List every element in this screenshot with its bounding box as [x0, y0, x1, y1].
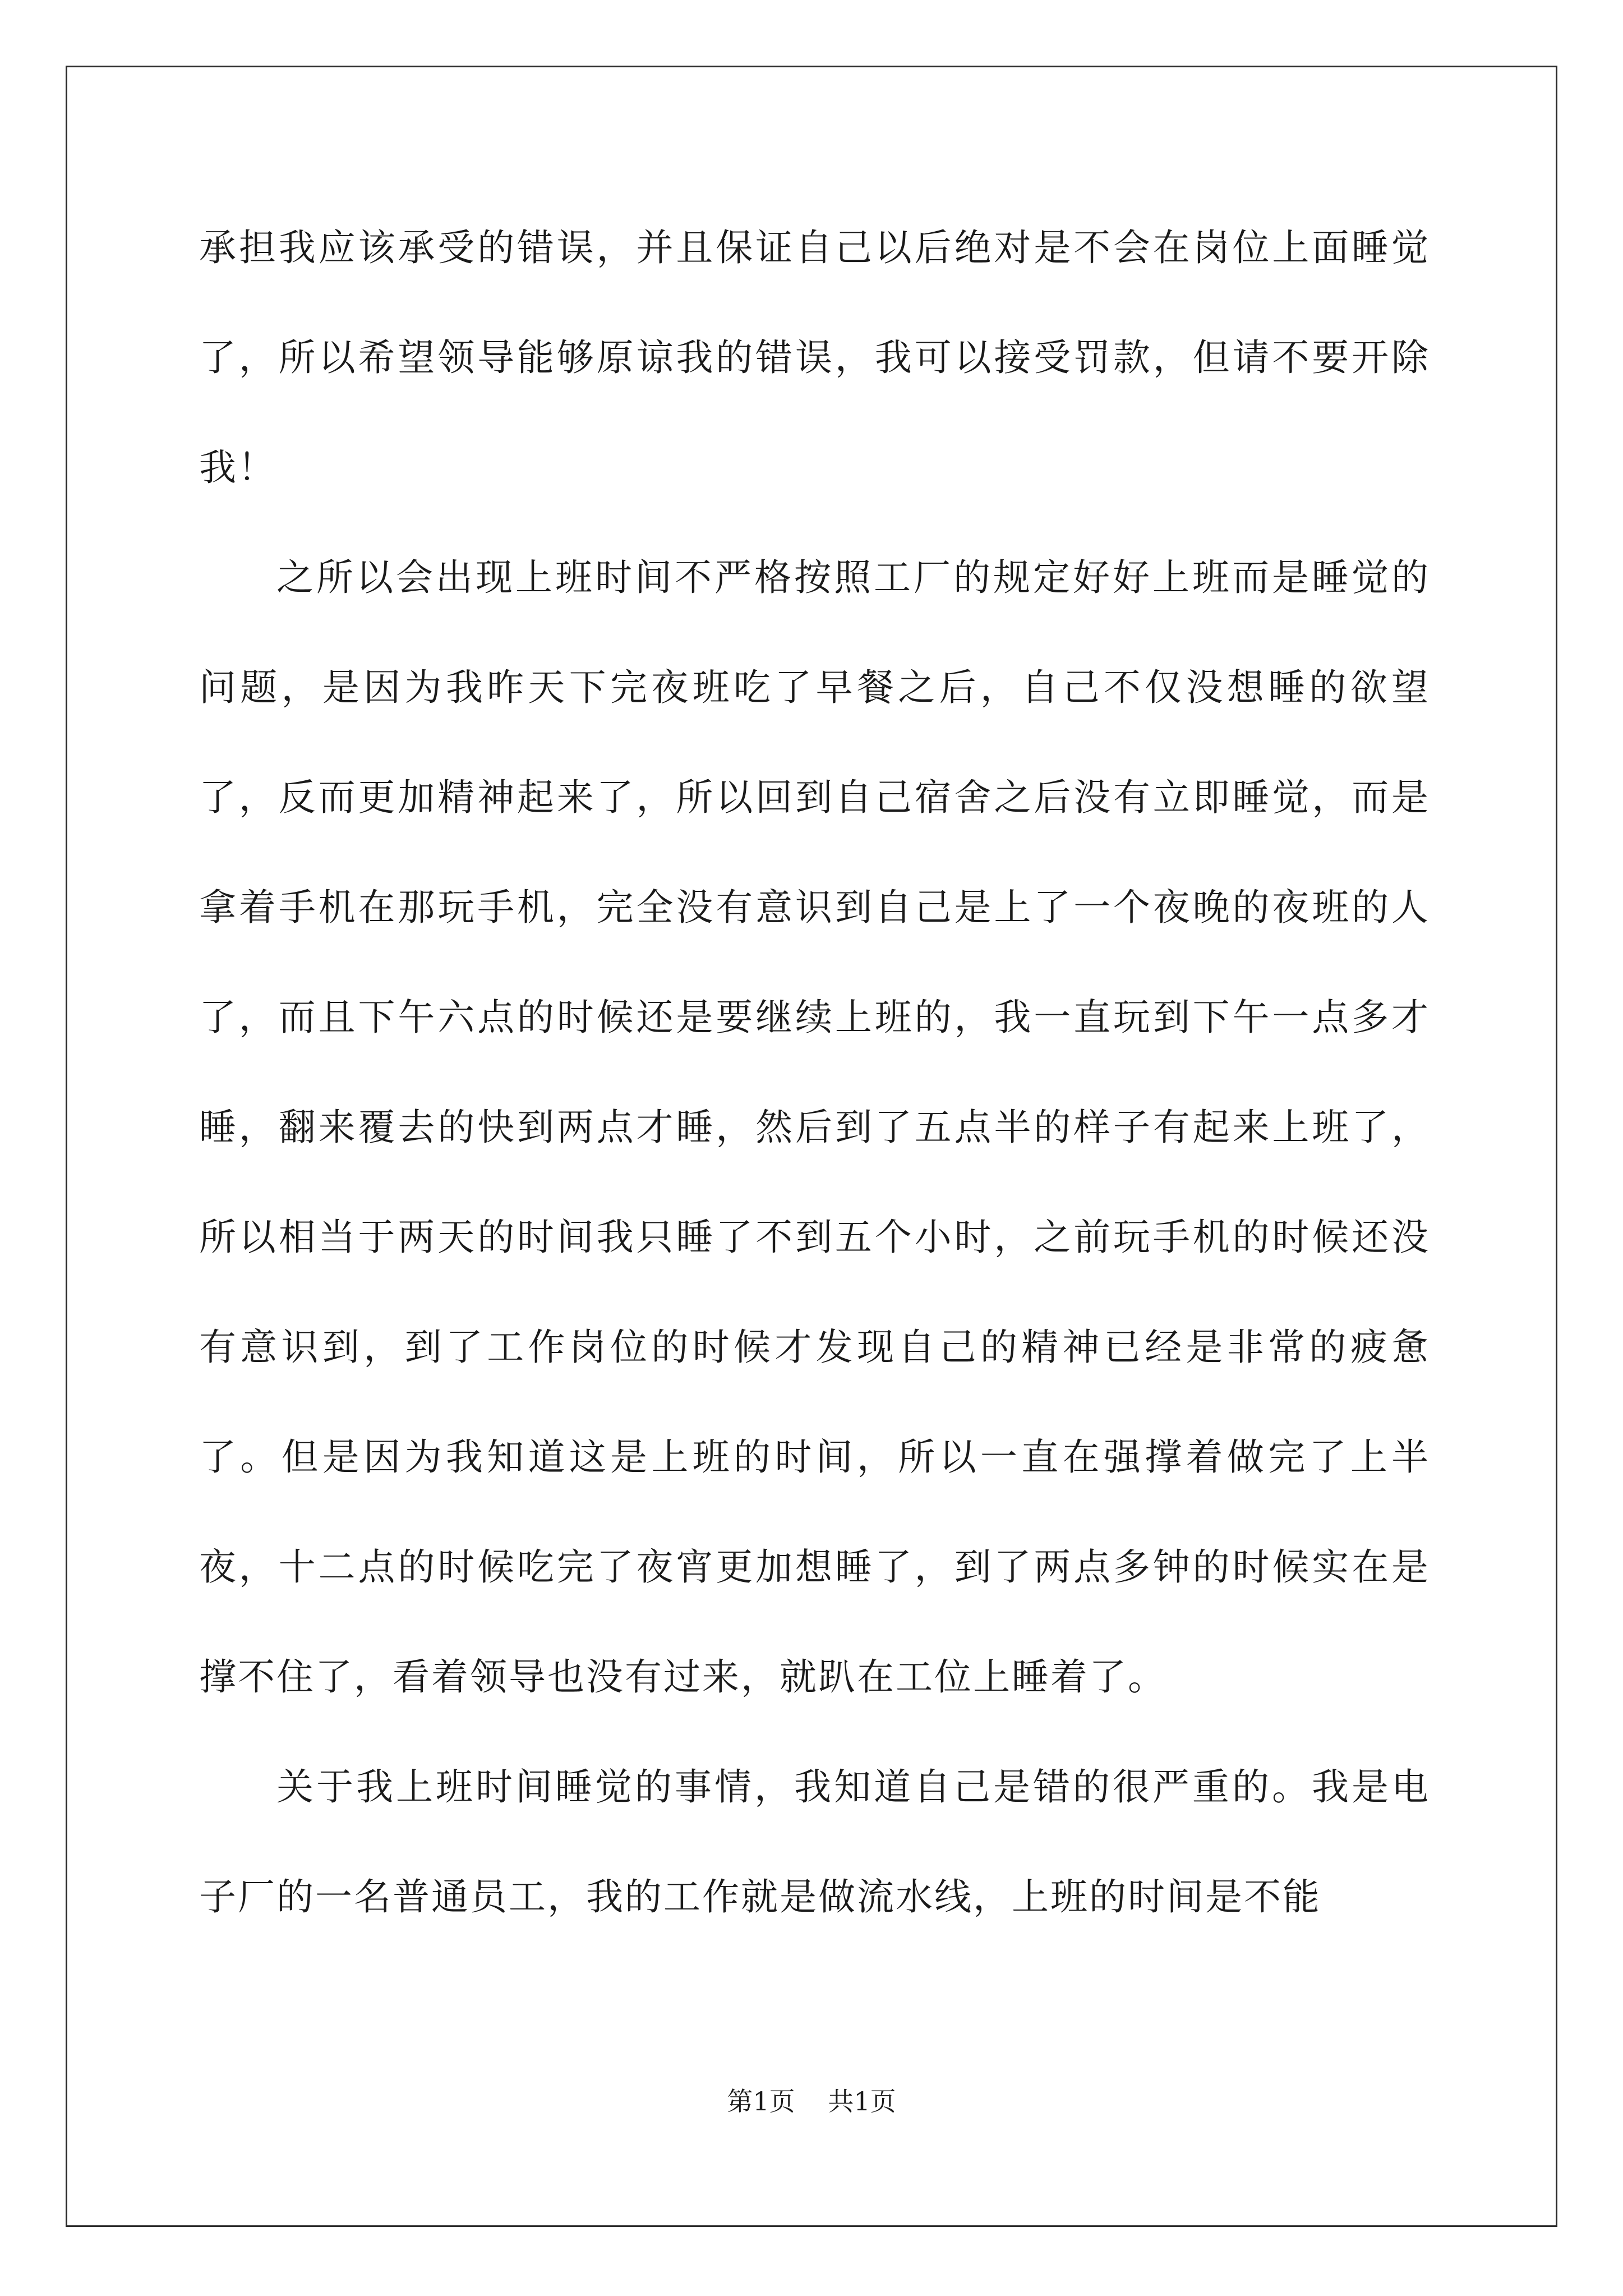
page-number: 第1页 [727, 2086, 795, 2116]
page-footer [0, 2081, 1623, 2118]
paragraph: 之所以会出现上班时间不严格按照工厂的规定好好上班而是睡觉的问题，是因为我昨天下完夜班吃了早餐之后，自己不仅没想睡的欲望了，反而更加精神起来了，所以回到自己宿舍之后没有立即睡觉，而是拿着手机在那玩手机，完全没有意识到自己是上了一个夜晚的夜班的人了，而且下午六点的时候还是要继续上班的，我一直玩到下午一点多才睡，翻来覆去的快到两点才睡，然后到了五点半的样子有起来上班了，所以相当于两天的时间我只睡了不到五个小时，之前玩手机的时候还没有意识到，到了工作岗位的时候才发现自己的精神已经是非常的疲惫了。但是因为我知道这是上班的时间，所以一直在强撑着做完了上半夜，十二点的时候吃完了夜宵更加想睡了，到了两点多钟的时候实在是撑不住了，看着领导也没有过来，就趴在工位上睡着了。 [199, 556, 1430, 1699]
document-body [199, 193, 1430, 1952]
paragraph: 关于我上班时间睡觉的事情，我知道自己是错的很严重的。我是电子厂的一名普通员工，我的工作就是做流水线，上班的时间是不能 [199, 1765, 1430, 1918]
paragraph: 承担我应该承受的错误，并且保证自己以后绝对是不会在岗位上面睡觉了，所以希望领导能够原谅我的错误，我可以接受罚款，但请不要开除我！ [199, 226, 1430, 489]
page-total: 共1页 [828, 2086, 896, 2116]
